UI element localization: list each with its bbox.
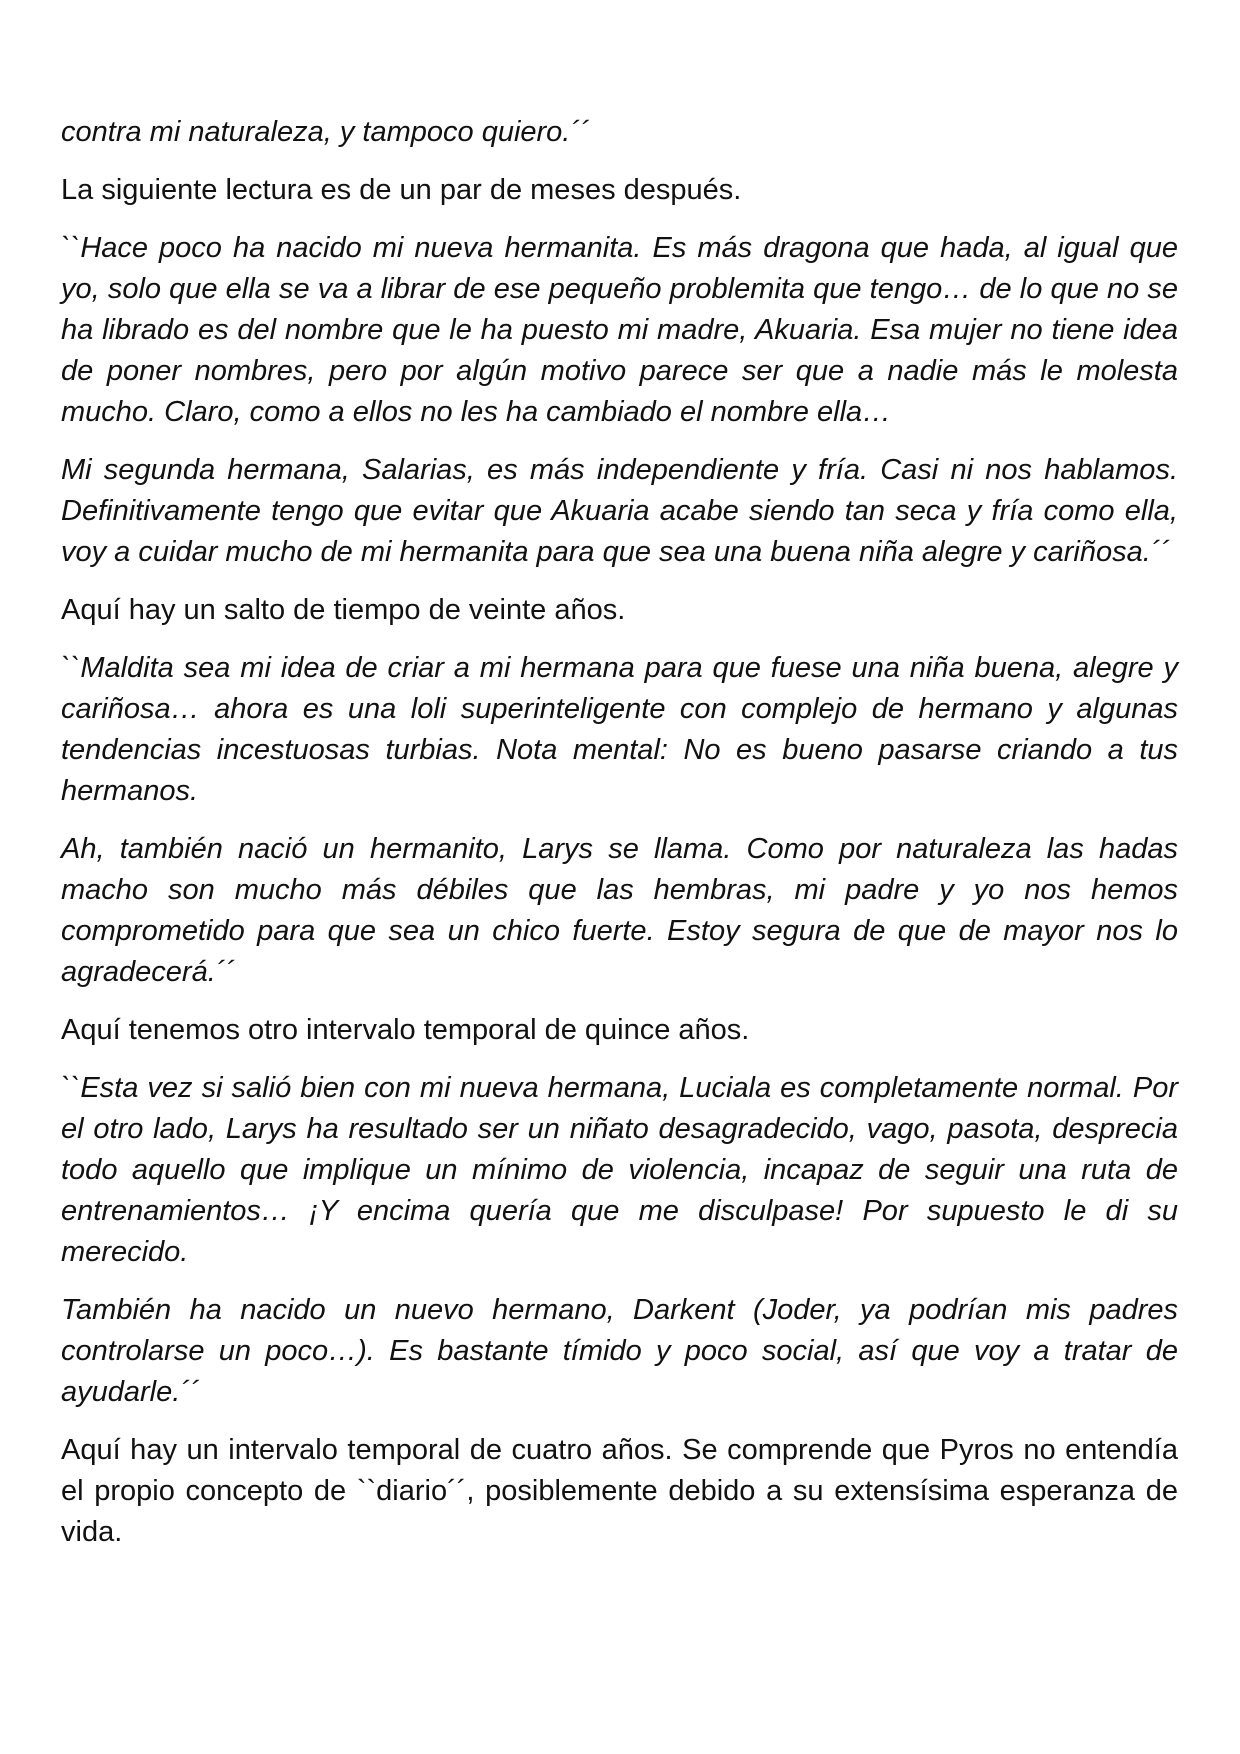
paragraph-narration: La siguiente lectura es de un par de meses después. (61, 174, 742, 206)
paragraph-narration: Aquí hay un salto de tiempo de veinte años. (61, 594, 626, 626)
document-page (61, 112, 1178, 1570)
paragraph-diary-excerpt: contra mi naturaleza, y tampoco quiero.´´ (61, 116, 590, 148)
paragraph-diary-excerpt: Ah, también nació un hermanito, Larys se llama. Como por naturaleza las hadas macho son mucho más débiles que las hembras, mi padre y yo nos hemos comprometido para que sea un chico fuerte. Estoy segura de que de mayor nos lo agradecerá.´´ (61, 833, 1178, 988)
paragraph-narration: Aquí tenemos otro intervalo temporal de quince años. (61, 1014, 750, 1046)
paragraph-diary-excerpt: ``Hace poco ha nacido mi nueva hermanita. Es más dragona que hada, al igual que yo, solo que ella se va a librar de ese pequeño problemita que tengo… de lo que no se ha librado es del nombre que le ha puesto mi madre, Akuaria. Esa mujer no tiene idea de poner nombres, pero por algún motivo parece ser que a nadie más le molesta mucho. Claro, como a ellos no les ha cambiado el nombre ella… (61, 232, 1178, 428)
paragraph-diary-excerpt: ``Maldita sea mi idea de criar a mi hermana para que fuese una niña buena, alegre y cariñosa… ahora es una loli superinteligente con complejo de hermano y algunas tendencias incestuosas turbias. Nota mental: No es bueno pasarse criando a tus hermanos. (61, 652, 1178, 807)
paragraph-diary-excerpt: ``Esta vez si salió bien con mi nueva hermana, Luciala es completamente normal. Por el otro lado, Larys ha resultado ser un niñato desagradecido, vago, pasota, desprecia todo aquello que implique un mínimo de violencia, incapaz de seguir una ruta de entrenamientos… ¡Y encima quería que me disculpase! Por supuesto le di su merecido. (61, 1072, 1178, 1268)
paragraph-diary-excerpt: Mi segunda hermana, Salarias, es más independiente y fría. Casi ni nos hablamos. Definitivamente tengo que evitar que Akuaria acabe siendo tan seca y fría como ella, voy a cuidar mucho de mi hermanita para que sea una buena niña alegre y cariñosa.´´ (61, 454, 1178, 568)
paragraph-narration: Aquí hay un intervalo temporal de cuatro años. Se comprende que Pyros no entendía el propio concepto de ``diario´´, posiblemente debido a su extensísima esperanza de vida. (61, 1434, 1178, 1548)
paragraph-diary-excerpt: También ha nacido un nuevo hermano, Darkent (Joder, ya podrían mis padres controlarse un poco…). Es bastante tímido y poco social, así que voy a tratar de ayudarle.´´ (61, 1294, 1178, 1408)
